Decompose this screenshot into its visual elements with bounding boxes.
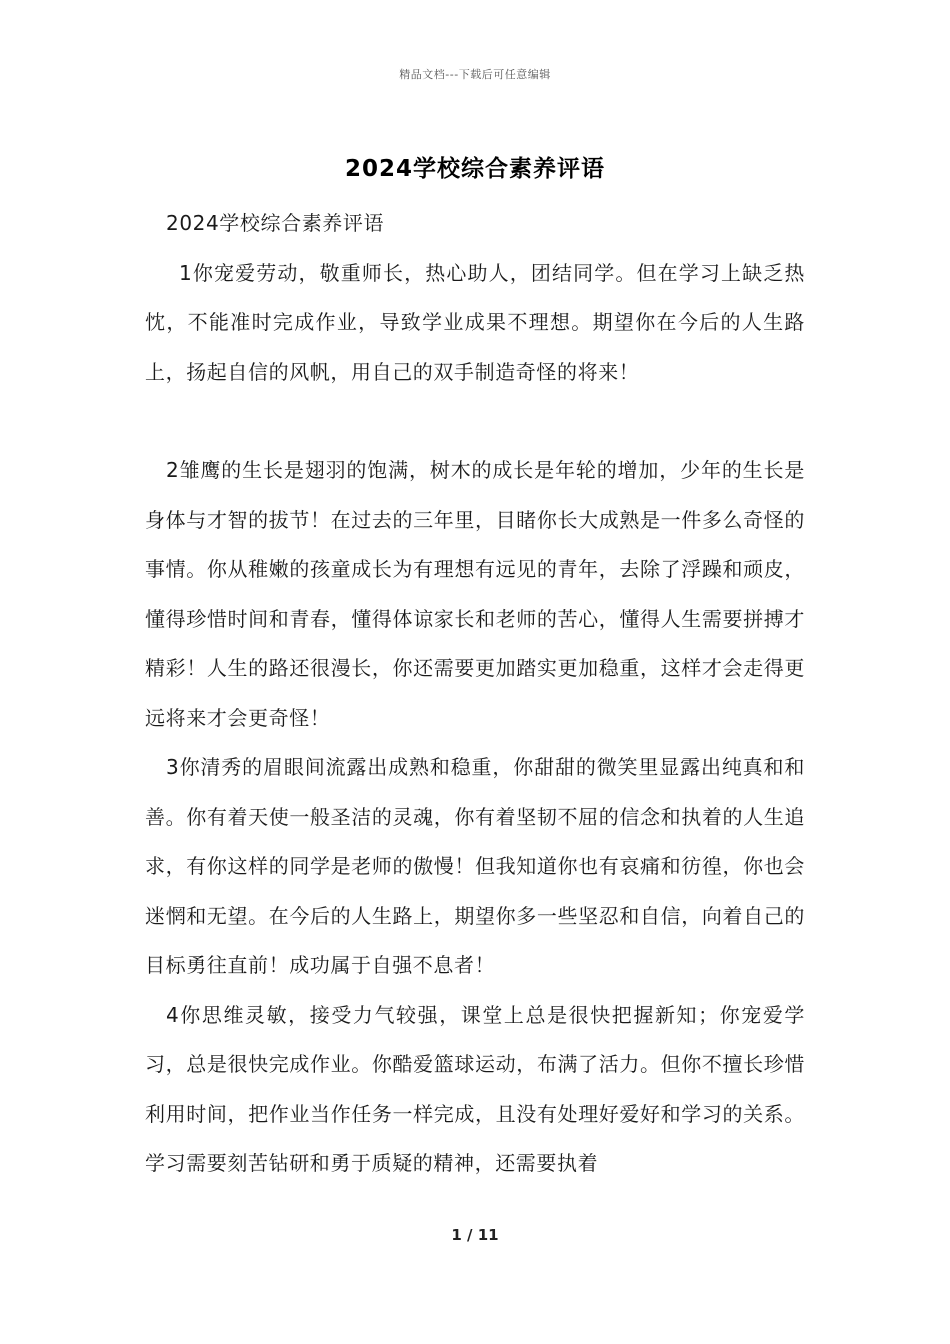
document-body (145, 199, 805, 1189)
paragraph-3: 3你清秀的眉眼间流露出成熟和稳重，你甜甜的微笑里显露出纯真和和善。你有着天使一般圣洁的灵魂，你有着坚韧不屈的信念和执着的人生追求，有你这样的同学是老师的傲慢！但我知道你也有哀痛和彷徨，你也会迷惘和无望。在今后的人生路上，期望你多一些坚忍和自信，向着自己的目标勇往直前！成功属于自强不息者！ (145, 755, 805, 977)
document-title: 2024学校综合素养评语 (344, 156, 605, 182)
page-number: 1 / 11 (451, 1226, 499, 1244)
paragraph-4: 4你思维灵敏，接受力气较强，课堂上总是很快把握新知；你宠爱学习，总是很快完成作业。你酷爱篮球运动，布满了活力。但你不擅长珍惜利用时间，把作业当作任务一样完成，且没有处理好爱好和学习的关系。学习需要刻苦钻研和勇于质疑的精神，还需要执着 (145, 1002, 805, 1175)
paragraph-1: 1你宠爱劳动，敬重师长，热心助人，团结同学。但在学习上缺乏热忱，不能准时完成作业，导致学业成果不理想。期望你在今后的人生路上，扬起自信的风帆，用自己的双手制造奇怪的将来！ (145, 260, 805, 384)
paragraph-2: 2雏鹰的生长是翅羽的饱满，树木的成长是年轮的增加，少年的生长是身体与才智的拔节！在过去的三年里，目睹你长大成熟是一件多么奇怪的事情。你从稚嫩的孩童成长为有理想有远见的青年，去除了浮躁和顽皮，懂得珍惜时间和青春，懂得体谅家长和老师的苦心，懂得人生需要拼搏才精彩！人生的路还很漫长，你还需要更加踏实更加稳重，这样才会走得更远将来才会更奇怪！ (145, 458, 805, 730)
document-subtitle: 2024学校综合素养评语 (166, 211, 385, 235)
page-header: 精品文档---下载后可任意编辑 (399, 68, 551, 81)
